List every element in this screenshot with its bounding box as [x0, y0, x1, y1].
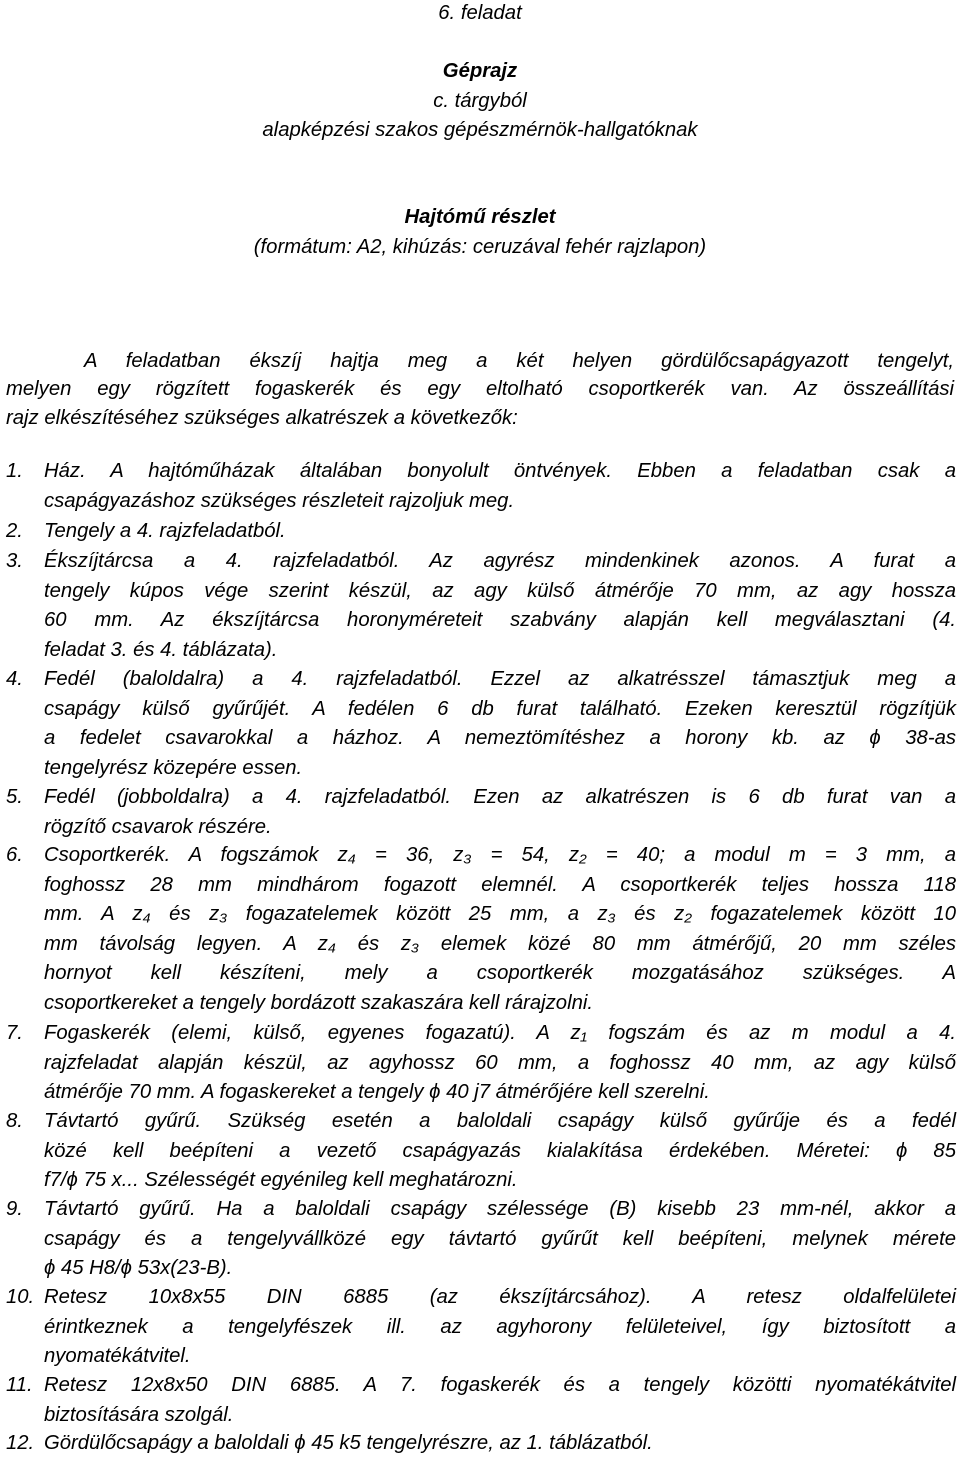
- list-item-line: Retesz 10x8x55 DIN 6885 (az ékszíjtárcsához). A retesz oldalfelületei: [44, 1286, 956, 1308]
- intro-line-3: rajz elkészítéséhez szükséges alkatrészek a következők:: [6, 407, 518, 429]
- list-item-number: 12.: [6, 1432, 35, 1454]
- list-item-number: 10.: [6, 1286, 35, 1308]
- list-item-line: biztosítására szolgál.: [44, 1403, 234, 1426]
- list-item-line: mm távolság legyen. A z₄ és z₃ elemek közé 80 mm átmérőjű, 20 mm széles: [44, 932, 956, 955]
- list-item-number: 8.: [6, 1110, 23, 1132]
- list-item-line: Gördülőcsapágy a baloldali ϕ 45 k5 tengelyrészre, az 1. táblázatból.: [44, 1432, 653, 1454]
- list-item-line: Ház. A hajtóműházak általában bonyolult öntvények. Ebben a feladatban csak a: [44, 460, 956, 482]
- intro-line-1: A feladatban ékszíj hajtja meg a két helyen gördülőcsapágyazott tengelyt,: [84, 350, 954, 372]
- list-item-line: hornyot kell készíteni, mely a csoportkerék mozgatásához szükséges. A: [44, 962, 956, 984]
- list-item-line: Fogaskerék (elemi, külső, egyenes fogazatú). A z₁ fogszám és az m modul a 4.: [44, 1022, 956, 1044]
- list-item-line: Ékszíjtárcsa a 4. rajzfeladatból. Az agyrész mindenkinek azonos. A furat a: [44, 550, 956, 572]
- list-item-line: átmérője 70 mm. A fogaskereket a tengely ϕ 40 j7 átmérőjére kell szerelni.: [44, 1081, 710, 1103]
- list-item-number: 6.: [6, 844, 23, 866]
- list-item-number: 5.: [6, 786, 23, 808]
- list-item-number: 11.: [6, 1374, 33, 1396]
- list-item-line: csapágyazáshoz szükséges részleteit rajzoljuk meg.: [44, 489, 515, 512]
- task-label: 6. feladat: [438, 2, 522, 24]
- format-note: (formátum: A2, kihúzás: ceruzával fehér rajzlapon): [253, 236, 707, 258]
- audience-line: alapképzési szakos gépészmérnök-hallgatóknak: [262, 119, 698, 141]
- list-item-number: 3.: [6, 550, 23, 572]
- list-item-number: 4.: [6, 668, 23, 690]
- list-item-line: rajzfeladat alapján készül, az agyhossz 60 mm, a foghossz 40 mm, az agy külső: [44, 1051, 956, 1074]
- list-item-line: 60 mm. Az ékszíjtárcsa horonyméreteit szabvány alapján kell megválasztani (4.: [44, 609, 956, 631]
- list-item-line: ϕ 45 H8/ϕ 53x(23-B).: [44, 1257, 233, 1279]
- list-item-line: közé kell beépíteni a vezető csapágyazás kialakítása érdekében. Méretei: ϕ 85: [44, 1139, 956, 1162]
- list-item-line: Fedél (jobboldalra) a 4. rajzfeladatból. Ezen az alkatrészen is 6 db furat van a: [44, 786, 956, 808]
- list-item-line: tengely kúpos vége szerint készül, az agy külső átmérője 70 mm, az agy hossza: [44, 579, 956, 602]
- list-item-line: mm. A z₄ és z₃ fogazatelemek között 25 mm, a z₃ és z₂ fogazatelemek között 10: [44, 903, 956, 925]
- list-item-number: 2.: [6, 520, 23, 542]
- list-item-line: érintkeznek a tengelyfészek ill. az agyhorony felületeivel, így biztosított a: [44, 1315, 956, 1338]
- list-item-line: a fedelet csavarokkal a házhoz. A nemeztömítéshez a horony kb. az ϕ 38-as: [44, 727, 956, 749]
- list-item-number: 1.: [6, 460, 23, 482]
- list-item-line: Fedél (baloldalra) a 4. rajzfeladatból. Ezzel az alkatrésszel támasztjuk meg a: [44, 668, 956, 690]
- list-item-line: Retesz 12x8x50 DIN 6885. A 7. fogaskerék és a tengely közötti nyomatékátvitel: [44, 1374, 956, 1396]
- list-item-line: Távtartó gyűrű. Ha a baloldali csapágy szélessége (B) kisebb 23 mm-nél, akkor a: [44, 1198, 956, 1220]
- list-item-line: feladat 3. és 4. táblázata).: [44, 638, 278, 661]
- list-item-line: foghossz 28 mm mindhárom fogazott elemnél. A csoportkerék teljes hossza 118: [44, 873, 956, 896]
- list-item-line: Csoportkerék. A fogszámok z₄ = 36, z₃ = 54, z₂ = 40; a modul m = 3 mm, a: [44, 844, 956, 866]
- list-item-line: Távtartó gyűrű. Szükség esetén a baloldali csapágy külső gyűrűje és a fedél: [44, 1110, 956, 1132]
- list-item-line: csoportkereket a tengely bordázott szakaszára kell rárajzolni.: [44, 991, 593, 1014]
- list-item-line: Tengely a 4. rajzfeladatból.: [44, 520, 286, 542]
- intro-line-2: melyen egy rögzített fogaskerék és egy eltolható csoportkerék van. Az összeállítási: [6, 378, 954, 400]
- list-item-line: csapágy külső gyűrűjét. A fedélen 6 db furat található. Ezeken keresztül rögzítjük: [44, 697, 956, 720]
- list-item-line: rögzítő csavarok részére.: [44, 815, 272, 838]
- list-item-line: csapágy és a tengelyvállközé egy távtartó gyűrűt kell beépíteni, melynek mérete: [44, 1227, 956, 1250]
- list-item-number: 7.: [6, 1022, 23, 1044]
- document-title: Hajtómű részlet: [404, 206, 556, 228]
- subject-suffix: c. tárgyból: [433, 90, 527, 112]
- list-item-line: tengelyrész közepére essen.: [44, 756, 303, 779]
- list-item-line: f7/ϕ 75 x... Szélességét egyénileg kell meghatározni.: [44, 1169, 518, 1191]
- list-item-number: 9.: [6, 1198, 23, 1220]
- subject-title: Géprajz: [442, 60, 518, 82]
- list-item-line: nyomatékátvitel.: [44, 1345, 191, 1367]
